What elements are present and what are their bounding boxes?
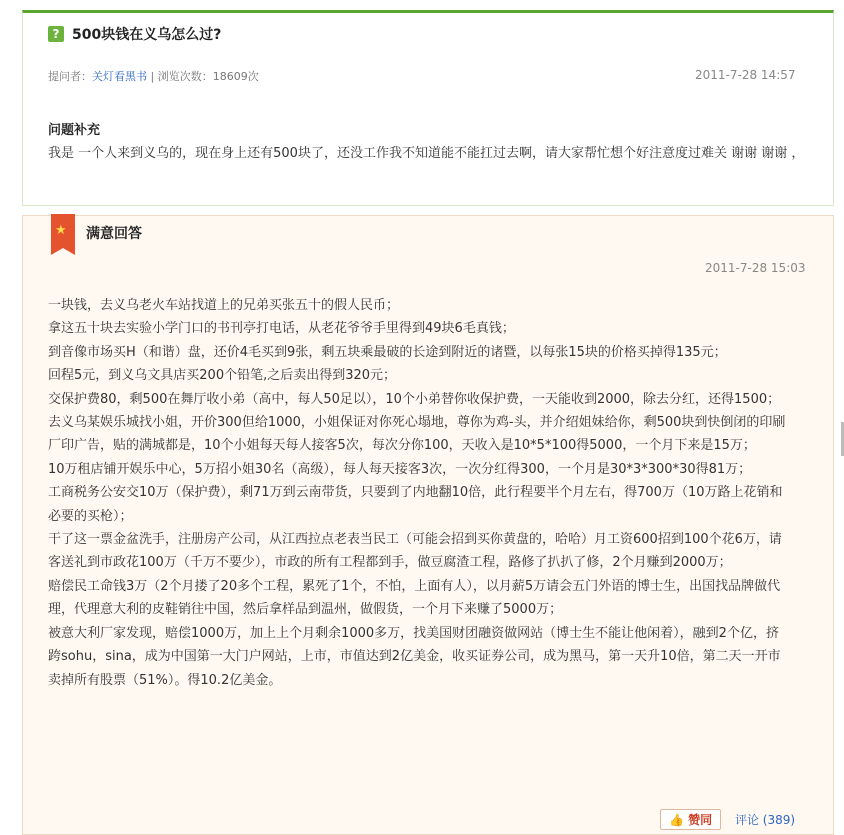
answer-paragraph: 拿这五十块去实验小学门口的书刊亭打电话，从老花爷爷手里得到49块6毛真钱；	[48, 321, 515, 337]
answer-paragraph: 回程5元，到义乌文具店买200个铅笔,之后卖出得到320元；	[48, 368, 397, 384]
answer-paragraph: 被意大利厂家发现，赔偿1000万，加上上个月剩余1000多万，找美国财团融资做网站（博士生不能让他闲着），融到2个亿，挤跨sohu，sina，成为中国第一大门户网站，上市，市值达到2亿美金，收买证券公司，成为黑马，第一天升10倍，第二天一开市卖掉所有股票（51%）。得10.2亿美金。	[48, 625, 781, 688]
comment-link[interactable]: 评论 (389)	[734, 813, 796, 827]
answer-paragraph: 去义乌某娱乐城找小姐，开价300但给1000，小姐保证对你死心塌地，尊你为鸡-头，并介绍姐妹给你，剩500块到快倒闭的印刷厂印广告，贴的满城都是，10个小姐每天每人接客5次，每次分你100，天收入是10*5*100得5000，一个月下来是15万；	[48, 415, 786, 454]
question-box	[22, 10, 834, 206]
supplement-title: 问题补充	[48, 123, 101, 138]
question-meta: 提问者：关灯看黑书 | 浏览次数：18609次	[48, 70, 259, 83]
answer-actions	[660, 809, 795, 830]
answer-date: 2011-7-28 15:03	[705, 261, 806, 275]
answer-paragraph: 赔偿民工命钱3万（2个月搂了20多个工程，累死了1个，不怕，上面有人），以月薪5万请会五门外语的博士生，出国找品牌做代理，代理意大利的皮鞋销往中国，然后拿样品到温州，做假货，一个月下来赚了5000万；	[48, 578, 781, 618]
best-answer-box	[22, 215, 834, 835]
answer-paragraph: 工商税务公安交10万（保护费），剩71万到云南带货，只要到了内地翻10倍，此行程要半个月左右，得700万（10万路上花销和必要的买枪）；	[48, 485, 783, 524]
answer-title: 满意回答	[86, 226, 142, 242]
asker-label: 提问者：	[48, 70, 92, 83]
answer-paragraph: 10万租店铺开娱乐中心，5万招小姐30名（高级），每人每天接客3次，一次分红得300，一个月是30*3*300*30得81万；	[48, 461, 752, 477]
answer-paragraph: 干了这一票金盆洗手，注册房产公司，从江西拉点老表当民工（可能会招到买你黄盘的，哈哈）月工资600招到100个花6万，请客送礼到市政花100万（千万不要少），市政的所有工程都到手，做豆腐渣工程，路修了扒扒了修，2个月赚到2000万；	[48, 532, 782, 571]
agree-button[interactable]: 👍 赞同	[660, 809, 721, 830]
answer-paragraph: 交保护费80，剩500在舞厅收小弟（高中，每人50足以），10个小弟替你收保护费，一天能收到2000，除去分红，还得1500；	[48, 391, 781, 407]
asker-link[interactable]: 关灯看黑书	[92, 70, 147, 83]
best-answer-ribbon-icon: ★	[51, 214, 75, 248]
answer-paragraph: 一块钱，去义乌老火车站找道上的兄弟买张五十的假人民币；	[48, 298, 400, 313]
answer-body	[48, 294, 788, 692]
view-count: 浏览次数：18609次	[157, 70, 259, 83]
question-icon: ?	[48, 26, 64, 42]
question-date: 2011-7-28 14:57	[695, 68, 796, 82]
thumb-up-icon: 👍	[669, 813, 684, 827]
supplement-text: 我是 一个人来到义乌的，现在身上还有500块了，还没工作我不知道能不能扛过去啊，请大家帮忙想个好注意度过难关 谢谢 谢谢 ，	[48, 146, 805, 161]
question-title: 500块钱在义乌怎么过?	[72, 27, 222, 43]
answer-paragraph: 到音像市场买H（和谐）盘，还价4毛买到9张，剩五块乘最破的长途到附近的诸暨，以每张15块的价格买掉得135元；	[48, 344, 727, 360]
